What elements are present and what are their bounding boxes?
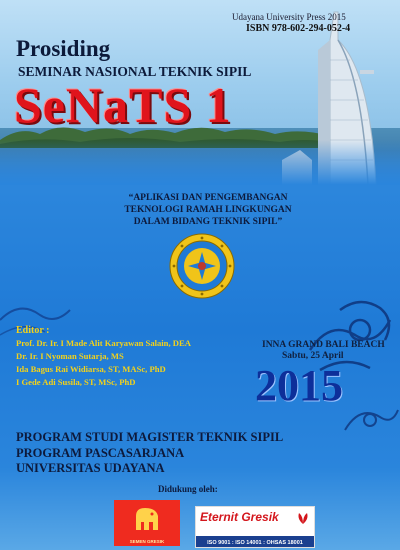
editor-label: Editor : [16, 325, 50, 336]
publisher-line: Udayana University Press 2015 [232, 12, 346, 22]
theme-line: “APLIKASI DAN PENGEMBANGAN [128, 193, 288, 203]
support-label: Didukung oleh: [158, 484, 218, 494]
theme-line: DALAM BIDANG TEKNIK SIPIL” [133, 217, 283, 227]
sponsor-logo-name: Eternit Gresik [200, 510, 279, 524]
university-emblem-icon [168, 232, 236, 300]
leaf-logo-icon [296, 511, 310, 525]
sponsor-logo-semen [114, 500, 180, 546]
event-date: Sabtu, 25 April [282, 351, 344, 361]
prosiding-title: Prosiding [16, 36, 111, 61]
event-year: 2015 [255, 361, 343, 410]
sponsor-logo-eternit [195, 506, 315, 548]
photo-fade [0, 140, 400, 185]
editor-name: I Gede Adi Susila, ST, MSc, PhD [16, 377, 136, 387]
editor-name: Ida Bagus Rai Widiarsa, ST, MASc, PhD [16, 364, 166, 374]
isbn-line: ISBN 978-602-294-052-4 [246, 23, 351, 34]
organizer-block [16, 430, 283, 477]
editor-list [16, 337, 191, 389]
seminar-title: SEMINAR NASIONAL TEKNIK SIPIL [18, 64, 252, 79]
organizer-line: UNIVERSITAS UDAYANA [16, 461, 165, 475]
organizer-line: PROGRAM STUDI MAGISTER TEKNIK SIPIL [16, 430, 284, 444]
theme-line: TEKNOLOGI RAMAH LINGKUNGAN [124, 205, 292, 215]
editor-name: Dr. Ir. I Nyoman Sutarja, MS [16, 351, 124, 361]
sponsor-logo-caption: SEMEN GRESIK [129, 539, 165, 544]
event-venue: INNA GRAND BALI BEACH [262, 340, 385, 350]
iso-certifications: ISO 9001 : ISO 14001 : OHSAS 18001 [207, 540, 303, 546]
editor-name: Prof. Dr. Ir. I Made Alit Karyawan Salain, DEA [16, 338, 191, 348]
organizer-line: PROGRAM PASCASARJANA [16, 445, 185, 460]
seminar-theme [108, 192, 308, 228]
ornament-corner-icon [340, 395, 400, 440]
event-acronym: SeNaTS 1 [14, 77, 232, 133]
elephant-logo-icon [132, 504, 162, 534]
